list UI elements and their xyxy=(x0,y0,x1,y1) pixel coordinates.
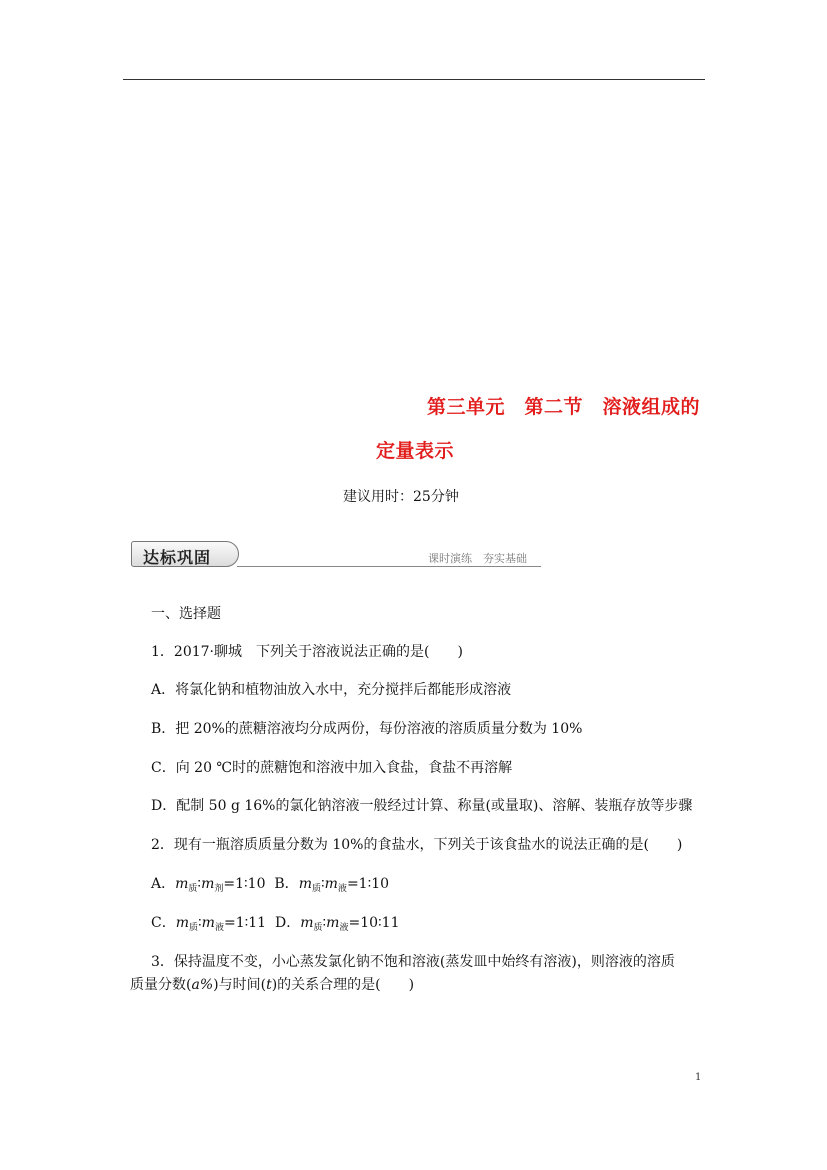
q2-c-ratio: =1∶11 xyxy=(223,915,267,931)
q2-d-sub1: 质 xyxy=(313,923,323,933)
q2-c-sub1: 质 xyxy=(189,923,199,933)
title-line-2: 定量表示 xyxy=(376,440,455,462)
q2-a-sub1: 质 xyxy=(188,884,198,894)
q2-d-ratio: =10∶11 xyxy=(348,915,400,931)
q2-d-sub2: 液 xyxy=(339,923,349,933)
section-heading: 一、选择题 xyxy=(151,606,221,622)
q2-b-m2: m xyxy=(324,876,338,892)
q2-a-m2: m xyxy=(201,876,215,892)
q2-a-ratio: =1∶10 xyxy=(223,876,266,892)
q3-stem-line-2 xyxy=(130,975,414,995)
section-banner xyxy=(131,541,541,569)
page-number: 1 xyxy=(695,1072,702,1083)
q2-a-m1: m xyxy=(175,876,189,892)
q1-stem: 1．2017·聊城 下列关于溶液说法正确的是( ) xyxy=(151,644,463,660)
q2-d-label: D． xyxy=(274,915,301,931)
title-line-1: 第三单元 第二节 溶液组成的 xyxy=(427,396,701,418)
q2-d-m2: m xyxy=(326,915,340,931)
q2-c-colon: ∶ xyxy=(198,915,202,931)
q2-a-sub2: 剂 xyxy=(214,884,224,894)
q3-mid: )与时间( xyxy=(213,977,267,993)
q2-b-sub2: 液 xyxy=(337,884,347,894)
q2-b-label: B． xyxy=(274,876,299,892)
header-rule xyxy=(123,79,705,80)
q1-option-c: C．向 20 ℃时的蔗糖饱和溶液中加入食盐，食盐不再溶解 xyxy=(151,760,513,776)
banner-tab-label: 达标巩固 xyxy=(143,548,212,567)
q2-d-m1: m xyxy=(300,915,314,931)
q3-prefix: 质量分数( xyxy=(130,977,192,993)
q2-c-label: C． xyxy=(151,915,176,931)
q2-b-m1: m xyxy=(298,876,312,892)
q2-b-sub1: 质 xyxy=(311,884,321,894)
q2-a-label: A． xyxy=(151,876,176,892)
q3-stem-line-1: 3．保持温度不变，小心蒸发氯化钠不饱和溶液(蒸发皿中始终有溶液)，则溶液的溶质 xyxy=(151,954,675,970)
q2-c-m1: m xyxy=(175,915,189,931)
q3-t: t xyxy=(266,977,272,993)
q2-c-sub2: 液 xyxy=(214,923,224,933)
q2-b-colon: ∶ xyxy=(320,876,325,892)
q3-suffix: )的关系合理的是( ) xyxy=(271,977,415,993)
banner-tab xyxy=(131,541,239,567)
q2-c-m2: m xyxy=(201,915,215,931)
suggested-time: 建议用时：25分钟 xyxy=(343,489,459,505)
banner-subtitle: 课时演练 夯实基础 xyxy=(428,552,527,565)
q2-options-cd xyxy=(151,913,399,935)
banner-rule xyxy=(237,566,541,567)
q2-b-ratio: =1∶10 xyxy=(346,876,390,892)
q2-a-colon: ∶ xyxy=(197,876,202,892)
q2-options-ab xyxy=(151,874,389,896)
q1-option-d: D．配制 50 g 16%的氯化钠溶液一般经过计算、称量(或量取)、溶解、装瓶存放等步骤 xyxy=(151,798,693,814)
q3-a-percent: a% xyxy=(191,977,214,993)
q1-option-b: B．把 20%的蔗糖溶液均分成两份，每份溶液的溶质质量分数为 10% xyxy=(151,721,583,737)
q2-d-colon: ∶ xyxy=(322,915,327,931)
q1-option-a: A．将氯化钠和植物油放入水中，充分搅拌后都能形成溶液 xyxy=(151,682,512,698)
q2-stem: 2．现有一瓶溶质质量分数为 10%的食盐水，下列关于该食盐水的说法正确的是( ) xyxy=(151,837,683,853)
